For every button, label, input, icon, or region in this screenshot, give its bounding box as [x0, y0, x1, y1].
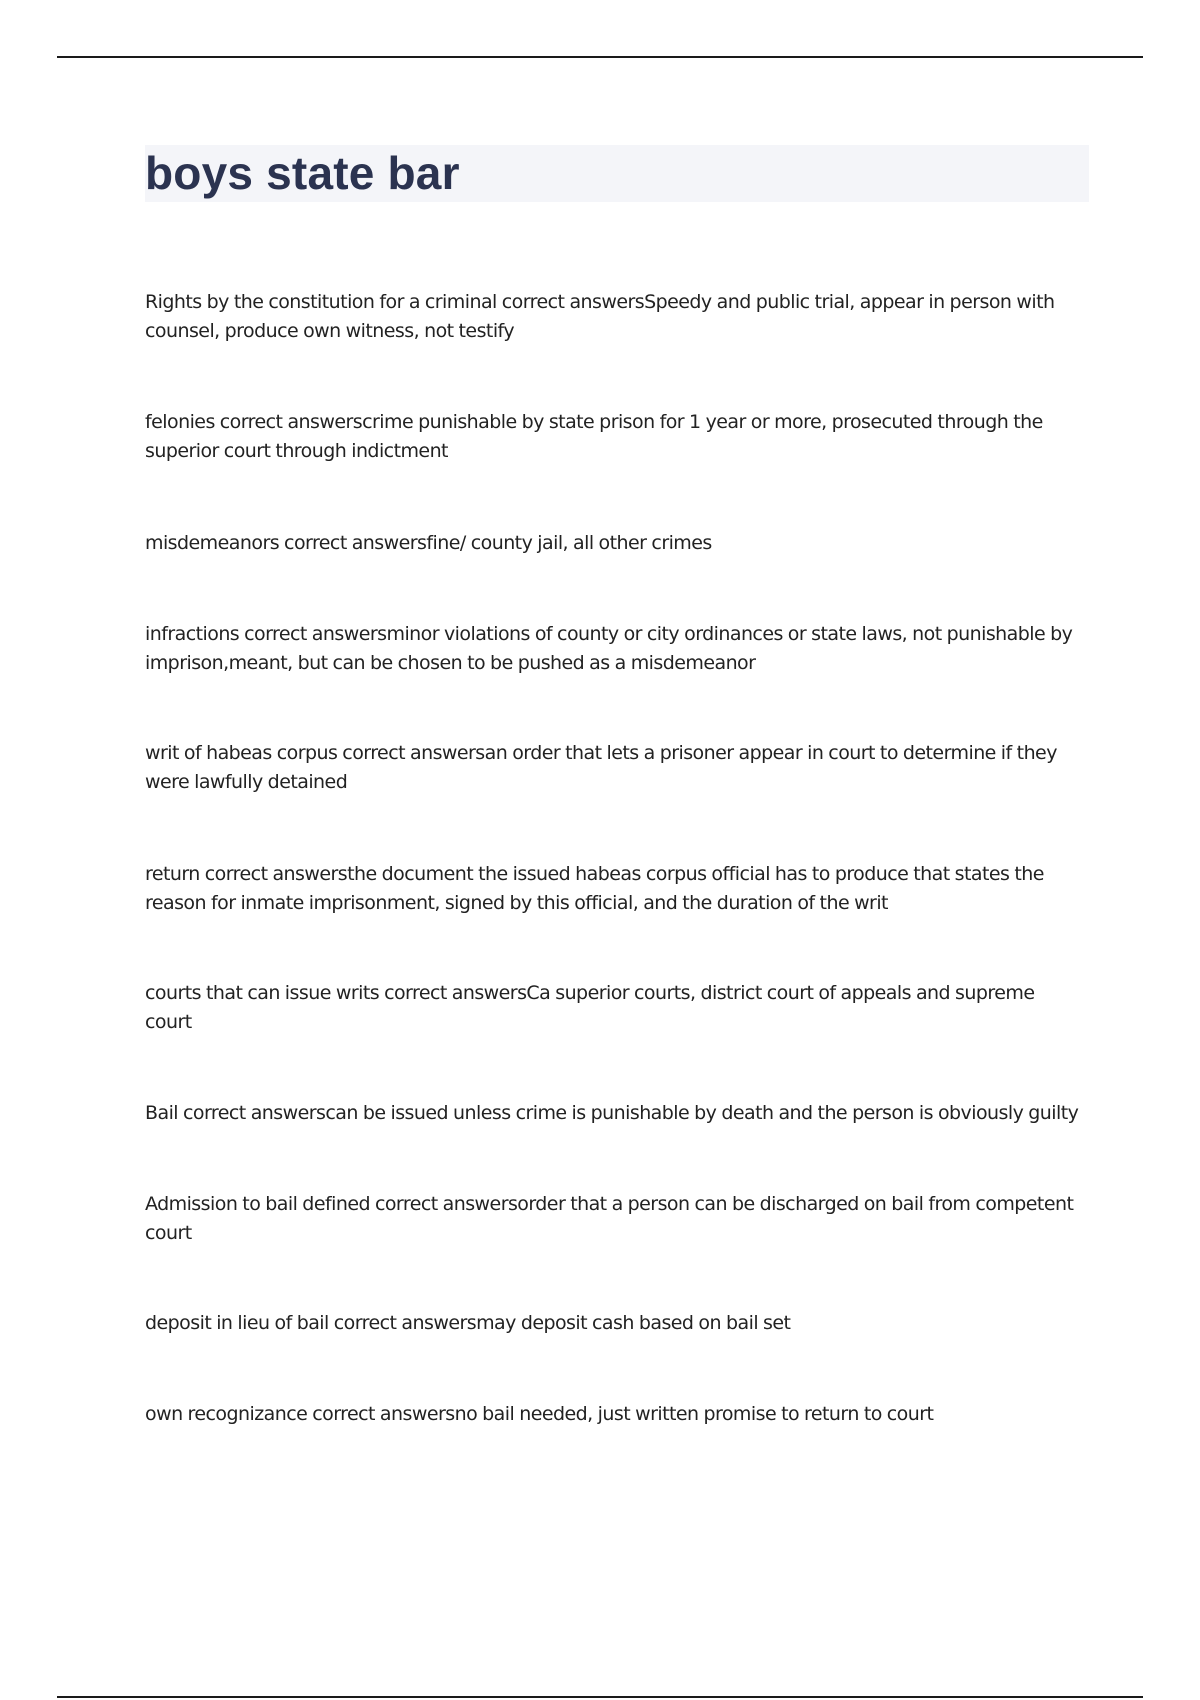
qa-entry-misdemeanors: misdemeanors correct answersfine/ county jail, all other crimes: [145, 532, 712, 554]
qa-entry-felonies: felonies correct answerscrime punishable by state prison for 1 year or more, prosecuted through the superior court through indictment: [145, 411, 1043, 462]
qa-entry-bail: Bail correct answerscan be issued unless crime is punishable by death and the person is obviously guilty: [145, 1102, 1079, 1124]
qa-entry-courts-writs: courts that can issue writs correct answersCa superior courts, district court of appeals and supreme court: [145, 982, 1035, 1033]
qa-entry-deposit-in-lieu: deposit in lieu of bail correct answersmay deposit cash based on bail set: [145, 1312, 791, 1334]
footer-rule: [57, 1696, 1143, 1698]
title-banner: [145, 145, 1089, 202]
document-title: boys state bar: [145, 147, 460, 199]
header-rule: [57, 56, 1143, 58]
qa-entry-habeas-corpus: writ of habeas corpus correct answersan order that lets a prisoner appear in court to determine if they were lawfully detained: [145, 742, 1057, 793]
qa-entry-rights: Rights by the constitution for a criminal correct answersSpeedy and public trial, appear in person with counsel, produce own witness, not testify: [145, 291, 1055, 342]
qa-entry-return: return correct answersthe document the issued habeas corpus official has to produce that states the reason for inmate imprisonment, signed by this official, and the duration of the writ: [145, 863, 1044, 914]
qa-entry-infractions: infractions correct answersminor violations of county or city ordinances or state laws, not punishable by imprison,meant, but can be chosen to be pushed as a misdemeanor: [145, 623, 1073, 674]
qa-entry-admission-to-bail: Admission to bail defined correct answersorder that a person can be discharged on bail from competent court: [145, 1193, 1074, 1244]
qa-entry-own-recognizance: own recognizance correct answersno bail needed, just written promise to return to court: [145, 1403, 934, 1425]
